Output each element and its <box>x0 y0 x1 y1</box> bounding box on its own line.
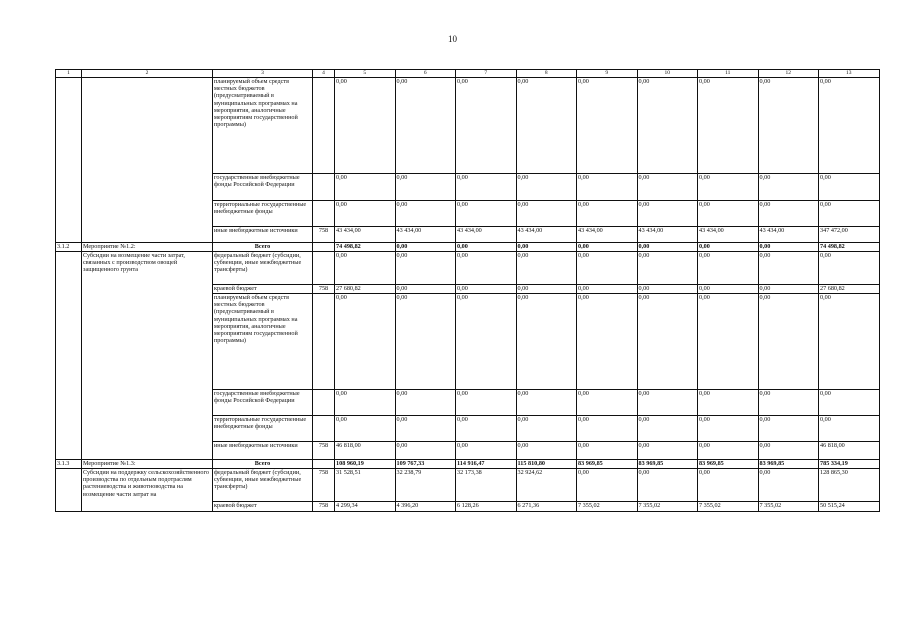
amount-cell: 0,00 <box>577 442 638 460</box>
header-row <box>56 70 880 78</box>
budget-code <box>313 252 335 285</box>
amount-cell: 0,00 <box>456 201 517 227</box>
amount-cell: 0,00 <box>395 243 456 252</box>
amount-cell: 43 434,00 <box>698 227 759 243</box>
amount-cell: 0,00 <box>577 416 638 442</box>
funding-source: федеральный бюджет (субсидии, субвенции, иные межбюджетные трансферты) <box>213 469 313 502</box>
amount-cell: 0,00 <box>637 174 698 201</box>
amount-cell: 0,00 <box>456 243 517 252</box>
amount-cell: 0,00 <box>637 201 698 227</box>
amount-cell: 0,00 <box>577 252 638 285</box>
amount-cell: 7 355,02 <box>698 502 759 512</box>
funding-source: Всего <box>213 460 313 469</box>
amount-cell: 4 396,20 <box>395 502 456 512</box>
amount-cell: 0,00 <box>758 416 819 442</box>
column-number-header: 11 <box>698 70 759 78</box>
funding-source: государственные внебюджетные фонды Российской Федерации <box>213 174 313 201</box>
amount-cell: 0,00 <box>335 252 396 285</box>
amount-cell: 0,00 <box>819 390 880 416</box>
column-number-header: 8 <box>516 70 577 78</box>
amount-cell: 0,00 <box>637 469 698 502</box>
amount-cell: 0,00 <box>819 174 880 201</box>
amount-cell: 0,00 <box>698 243 759 252</box>
column-number-header: 12 <box>758 70 819 78</box>
column-number-header: 6 <box>395 70 456 78</box>
amount-cell: 0,00 <box>698 201 759 227</box>
amount-cell: 32 173,38 <box>456 469 517 502</box>
column-number-header: 1 <box>56 70 82 78</box>
amount-cell: 7 355,02 <box>577 502 638 512</box>
budget-code: 758 <box>313 502 335 512</box>
column-number-header: 5 <box>335 70 396 78</box>
funding-source: территориальные государственные внебюджетные фонды <box>213 201 313 227</box>
measure-name: Мероприятие №1.2: <box>82 243 213 252</box>
amount-cell: 0,00 <box>758 285 819 294</box>
amount-cell: 0,00 <box>758 78 819 174</box>
amount-cell: 43 434,00 <box>758 227 819 243</box>
amount-cell: 0,00 <box>637 243 698 252</box>
amount-cell: 0,00 <box>698 416 759 442</box>
funding-source: иные внебюджетные источники <box>213 442 313 460</box>
amount-cell: 83 969,85 <box>698 460 759 469</box>
amount-cell: 0,00 <box>395 174 456 201</box>
amount-cell: 31 528,51 <box>335 469 396 502</box>
amount-cell: 0,00 <box>819 416 880 442</box>
amount-cell: 0,00 <box>758 252 819 285</box>
amount-cell: 0,00 <box>395 390 456 416</box>
budget-code <box>313 294 335 390</box>
amount-cell: 0,00 <box>819 78 880 174</box>
funding-source: иные внебюджетные источники <box>213 227 313 243</box>
measure-name <box>82 78 213 243</box>
column-number-header: 7 <box>456 70 517 78</box>
amount-cell: 0,00 <box>456 416 517 442</box>
budget-code <box>313 201 335 227</box>
amount-cell: 0,00 <box>516 78 577 174</box>
amount-cell: 27 680,82 <box>819 285 880 294</box>
amount-cell: 0,00 <box>698 78 759 174</box>
funding-source: краевой бюджет <box>213 502 313 512</box>
funding-source: государственные внебюджетные фонды Российской Федерации <box>213 390 313 416</box>
amount-cell: 0,00 <box>456 390 517 416</box>
amount-cell: 0,00 <box>516 243 577 252</box>
amount-cell: 347 472,00 <box>819 227 880 243</box>
amount-cell: 0,00 <box>637 416 698 442</box>
amount-cell: 46 818,00 <box>335 442 396 460</box>
table-row <box>56 78 880 174</box>
amount-cell: 0,00 <box>335 201 396 227</box>
page-number: 10 <box>448 34 457 44</box>
amount-cell: 0,00 <box>577 469 638 502</box>
amount-cell: 0,00 <box>516 201 577 227</box>
amount-cell: 0,00 <box>758 294 819 390</box>
amount-cell: 128 865,30 <box>819 469 880 502</box>
budget-code: 758 <box>313 227 335 243</box>
amount-cell: 4 299,34 <box>335 502 396 512</box>
amount-cell: 0,00 <box>637 78 698 174</box>
amount-cell: 0,00 <box>335 416 396 442</box>
amount-cell: 43 434,00 <box>637 227 698 243</box>
amount-cell: 0,00 <box>758 243 819 252</box>
amount-cell: 32 924,62 <box>516 469 577 502</box>
measure-name: Субсидии на возмещение части затрат, связанных с производством овощей защищенного грунта <box>82 252 213 460</box>
amount-cell: 0,00 <box>456 78 517 174</box>
budget-code <box>313 243 335 252</box>
column-number-header: 3 <box>213 70 313 78</box>
amount-cell: 50 515,24 <box>819 502 880 512</box>
amount-cell: 0,00 <box>456 252 517 285</box>
budget-code: 758 <box>313 469 335 502</box>
budget-code <box>313 390 335 416</box>
amount-cell: 43 434,00 <box>395 227 456 243</box>
row-number <box>56 252 82 460</box>
amount-cell: 7 355,02 <box>758 502 819 512</box>
amount-cell: 109 767,33 <box>395 460 456 469</box>
budget-code: 758 <box>313 285 335 294</box>
amount-cell: 0,00 <box>516 174 577 201</box>
amount-cell: 0,00 <box>637 252 698 285</box>
amount-cell: 0,00 <box>577 390 638 416</box>
funding-source: федеральный бюджет (субсидии, субвенции, иные межбюджетные трансферты) <box>213 252 313 285</box>
table-row <box>56 252 880 285</box>
measure-name: Мероприятие №1.3: <box>82 460 213 469</box>
amount-cell: 0,00 <box>819 294 880 390</box>
amount-cell: 0,00 <box>698 285 759 294</box>
table-row <box>56 460 880 469</box>
amount-cell: 7 355,02 <box>637 502 698 512</box>
amount-cell: 0,00 <box>819 201 880 227</box>
amount-cell: 74 498,82 <box>819 243 880 252</box>
amount-cell: 0,00 <box>758 442 819 460</box>
amount-cell: 0,00 <box>395 252 456 285</box>
amount-cell: 6 128,26 <box>456 502 517 512</box>
amount-cell: 108 960,19 <box>335 460 396 469</box>
column-number-header: 10 <box>637 70 698 78</box>
amount-cell: 83 969,85 <box>758 460 819 469</box>
budget-code <box>313 78 335 174</box>
amount-cell: 83 969,85 <box>637 460 698 469</box>
amount-cell: 114 916,47 <box>456 460 517 469</box>
amount-cell: 115 810,80 <box>516 460 577 469</box>
amount-cell: 0,00 <box>516 442 577 460</box>
amount-cell: 0,00 <box>516 252 577 285</box>
amount-cell: 0,00 <box>698 390 759 416</box>
amount-cell: 0,00 <box>698 174 759 201</box>
amount-cell: 0,00 <box>577 294 638 390</box>
amount-cell: 6 271,36 <box>516 502 577 512</box>
budget-code: 758 <box>313 442 335 460</box>
budget-code <box>313 460 335 469</box>
measure-name: Субсидии на поддержку сельскохозяйственного производства по отдельным подотраслям растениеводства и животноводства на возмещение части затрат на <box>82 469 213 512</box>
row-number: 3.1.3 <box>56 460 82 469</box>
amount-cell: 43 434,00 <box>335 227 396 243</box>
amount-cell: 0,00 <box>456 442 517 460</box>
column-number-header: 13 <box>819 70 880 78</box>
column-number-header: 2 <box>82 70 213 78</box>
amount-cell: 0,00 <box>335 174 396 201</box>
budget-code <box>313 416 335 442</box>
funding-source: планируемый объем средств местных бюджетов (предусматриваемый в муниципальных программах на мероприятия, аналогичные мероприятиям государственной программы) <box>213 78 313 174</box>
amount-cell: 0,00 <box>577 201 638 227</box>
amount-cell: 0,00 <box>577 78 638 174</box>
amount-cell: 0,00 <box>758 201 819 227</box>
amount-cell: 0,00 <box>456 294 517 390</box>
amount-cell: 0,00 <box>516 390 577 416</box>
row-number <box>56 469 82 512</box>
row-number: 3.1.2 <box>56 243 82 252</box>
amount-cell: 0,00 <box>335 294 396 390</box>
amount-cell: 0,00 <box>758 469 819 502</box>
amount-cell: 0,00 <box>637 285 698 294</box>
amount-cell: 43 434,00 <box>456 227 517 243</box>
amount-cell: 0,00 <box>516 285 577 294</box>
funding-source: краевой бюджет <box>213 285 313 294</box>
amount-cell: 0,00 <box>698 469 759 502</box>
table-row <box>56 469 880 502</box>
amount-cell: 785 334,19 <box>819 460 880 469</box>
amount-cell: 0,00 <box>456 285 517 294</box>
amount-cell: 0,00 <box>516 416 577 442</box>
amount-cell: 0,00 <box>698 442 759 460</box>
row-number <box>56 78 82 243</box>
funding-source: планируемый объем средств местных бюджетов (предусматриваемый в муниципальных программах на мероприятия, аналогичные мероприятиям государственной программы) <box>213 294 313 390</box>
amount-cell: 0,00 <box>758 174 819 201</box>
amount-cell: 0,00 <box>637 442 698 460</box>
amount-cell: 32 238,79 <box>395 469 456 502</box>
amount-cell: 0,00 <box>395 285 456 294</box>
amount-cell: 83 969,85 <box>577 460 638 469</box>
amount-cell: 46 818,00 <box>819 442 880 460</box>
amount-cell: 0,00 <box>698 294 759 390</box>
table-row <box>56 243 880 252</box>
amount-cell: 0,00 <box>577 174 638 201</box>
amount-cell: 0,00 <box>577 285 638 294</box>
amount-cell: 0,00 <box>637 390 698 416</box>
funding-source: территориальные государственные внебюджетные фонды <box>213 416 313 442</box>
amount-cell: 0,00 <box>395 442 456 460</box>
budget-code <box>313 174 335 201</box>
amount-cell: 0,00 <box>758 390 819 416</box>
amount-cell: 0,00 <box>395 201 456 227</box>
amount-cell: 0,00 <box>577 243 638 252</box>
amount-cell: 0,00 <box>335 78 396 174</box>
column-number-header: 4 <box>313 70 335 78</box>
amount-cell: 0,00 <box>698 252 759 285</box>
amount-cell: 0,00 <box>395 78 456 174</box>
amount-cell: 0,00 <box>819 252 880 285</box>
amount-cell: 74 498,82 <box>335 243 396 252</box>
amount-cell: 0,00 <box>637 294 698 390</box>
amount-cell: 0,00 <box>335 390 396 416</box>
funding-source: Всего <box>213 243 313 252</box>
amount-cell: 0,00 <box>516 294 577 390</box>
amount-cell: 43 434,00 <box>577 227 638 243</box>
amount-cell: 27 680,82 <box>335 285 396 294</box>
amount-cell: 43 434,00 <box>516 227 577 243</box>
amount-cell: 0,00 <box>395 294 456 390</box>
financing-table <box>55 69 880 512</box>
column-number-header: 9 <box>577 70 638 78</box>
amount-cell: 0,00 <box>456 174 517 201</box>
amount-cell: 0,00 <box>395 416 456 442</box>
